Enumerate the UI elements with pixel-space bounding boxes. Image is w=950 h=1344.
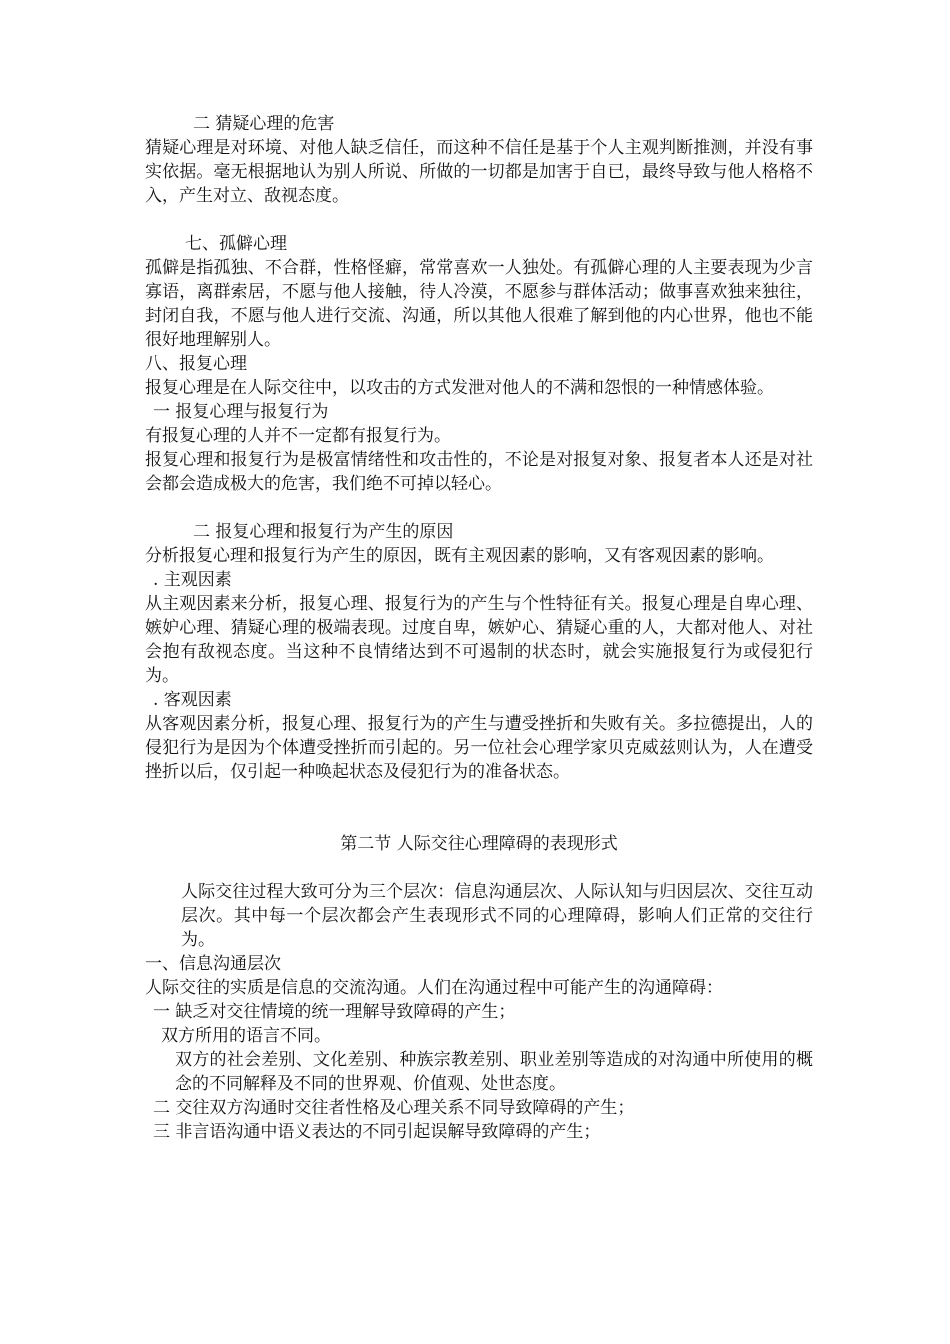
heading-info-communication: 一、信息沟通层次	[145, 954, 281, 974]
heading-revenge: 八、报复心理	[145, 354, 247, 374]
list-item-one-a: 双方所用的语言不同。	[161, 1026, 331, 1046]
list-item-two: 二 交往双方沟通时交往者性格及心理关系不同导致障碍的产生；	[153, 1098, 635, 1118]
subheading-revenge-behavior: 一 报复心理与报复行为	[153, 402, 329, 422]
list-item-one: 一 缺乏对交往情境的统一理解导致障碍的产生；	[153, 1002, 516, 1022]
paragraph-revenge-behavior-a: 有报复心理的人并不一定都有报复行为。	[145, 426, 451, 446]
document-page	[145, 112, 813, 1144]
subheading-revenge-causes: 二 报复心理和报复行为产生的原因	[193, 522, 454, 542]
list-item-one-b: 双方的社会差别、文化差别、种族宗教差别、职业差别等造成的对沟通中所使用的概念的不同解释及不同的世界观、价值观、处世态度。	[175, 1050, 813, 1094]
section-title: 第二节 人际交往心理障碍的表现形式	[340, 834, 618, 854]
paragraph-revenge: 报复心理是在人际交往中，以攻击的方式发泄对他人的不满和怨恨的一种情感体验。	[145, 378, 774, 398]
paragraph-objective: 从客观因素分析，报复心理、报复行为的产生与遭受挫折和失败有关。多拉德提出，人的侵犯行为是因为个体遭受挫折而引起的。另一位社会心理学家贝克威兹则认为，人在遭受挫折以后，仅引起一种唤起状态及侵犯行为的准备状态。	[145, 714, 813, 782]
paragraph-intro: 人际交往过程大致可分为三个层次：信息沟通层次、人际认知与归因层次、交往互动层次。其中每一个层次都会产生表现形式不同的心理障碍，影响人们正常的交往行为。	[181, 882, 813, 950]
paragraph-subjective: 从主观因素来分析，报复心理、报复行为的产生与个性特征有关。报复心理是自卑心理、嫉妒心理、猜疑心理的极端表现。过度自卑，嫉妒心、猜疑心重的人，大都对他人、对社会抱有敌视态度。当这种不良情绪达到不可遏制的状态时，就会实施报复行为或侵犯行为。	[145, 594, 813, 686]
paragraph-suspicion: 猜疑心理是对环境、对他人缺乏信任，而这种不信任是基于个人主观判断推测，并没有事实依据。毫无根据地认为别人所说、所做的一切都是加害于自已，最终导致与他人格格不入，产生对立、敌视态度。	[145, 138, 813, 206]
paragraph-isolation: 孤僻是指孤独、不合群，性格怪癖，常常喜欢一人独处。有孤僻心理的人主要表现为少言寡语，离群索居，不愿与他人接触，待人冷漠，不愿参与群体活动；做事喜欢独来独往，封闭自我，不愿与他人进行交流、沟通，所以其他人很难了解到他的内心世界，他也不能很好地理解别人。	[145, 258, 813, 350]
paragraph-info-communication: 人际交往的实质是信息的交流沟通。人们在沟通过程中可能产生的沟通障碍：	[145, 978, 723, 998]
paragraph-revenge-causes: 分析报复心理和报复行为产生的原因，既有主观因素的影响，又有客观因素的影响。	[145, 546, 774, 566]
heading-isolation: 七、孤僻心理	[185, 234, 287, 254]
subheading-subjective: . 主观因素	[153, 570, 232, 590]
subheading-objective: . 客观因素	[153, 690, 232, 710]
heading-suspicion-harm: 二 猜疑心理的危害	[193, 114, 335, 134]
list-item-three: 三 非言语沟通中语义表达的不同引起误解导致障碍的产生；	[153, 1122, 601, 1142]
paragraph-revenge-behavior-b: 报复心理和报复行为是极富情绪性和攻击性的，不论是对报复对象、报复者本人还是对社会都会造成极大的危害，我们绝不可掉以轻心。	[145, 450, 813, 494]
